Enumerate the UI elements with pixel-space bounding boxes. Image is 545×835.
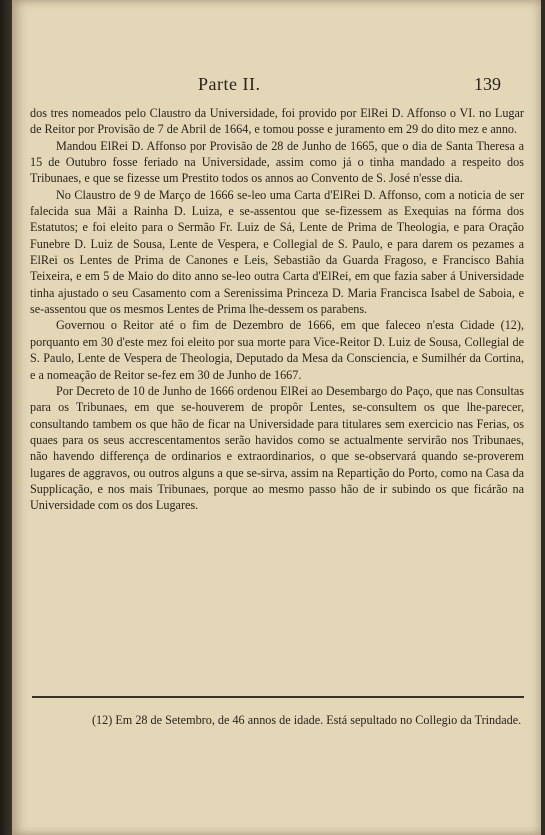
paragraph: Mandou ElRei D. Affonso por Provisão de 28 de Junho de 1665, que o dia de Santa Theresa a 15 de Outubro fosse feriado na Universidade, assim como já o tinha mandado a respeito dos Tribunaes, e que se fizesse um Prestito todos os annos ao Convento de S. José n'esse dia. [30,138,524,186]
paragraph: dos tres nomeados pelo Claustro da Universidade, foi provido por ElRei D. Affonso o VI. no Lugar de Reitor por Provisão de 7 de Abril de 1664, e tomou posse e juramento em 29 do dito mez e anno. [30,106,524,137]
paragraph: Governou o Reitor até o fim de Dezembro de 1666, em que faleceo n'esta Cidade (12), porquanto em 30 d'este mez foi eleito por sua morte para Vice-Reitor D. Luiz de Sousa, Collegial de S. Paulo, Lente de Vespera de Theologia, Deputado da Mesa da Consciencia, e Sumilhér da Cortina, e a nomeação de Reitor se-fez em 30 de Junho de 1667. [30,318,524,382]
page-gutter [0,0,12,835]
running-header [12,74,541,98]
page-number: 139 [474,74,501,94]
footnote [32,712,524,728]
paragraph: Por Decreto de 10 de Junho de 1666 ordenou ElRei ao Desembargo do Paço, que nas Consultas para os Tribunaes, em que se-houverem de propôr Lentes, se-consultem os que lhe-parecer, consultando tambem os que hão de ficar na Universidade para titulares sem exercicio nas Ferias, os quaes para os seus accrescentamentos serão havidos como se actualmente servirão nos Tribunaes, não havendo differença de ordinarios e extraordinarios, o que se-observará quando se-proverem lugares de aggravos, ou outros alguns a que se-sirva, assim na Repartição do Porto, como na Casa da Supplicação, e nos mais Tribunaes, porque ao mesmo passo hão de ir subindo os que ficárão na Universidade com os dos Lugares. [30,383,524,513]
footnote-text: (12) Em 28 de Setembro, de 46 annos de idade. Está sepultado no Collegio da Trindade. [92,713,522,727]
main-text [30,105,524,514]
page-title: Parte II. [198,74,261,94]
footnote-divider [32,696,524,698]
book-page [12,0,541,835]
paragraph: No Claustro de 9 de Março de 1666 se-leo uma Carta d'ElRei D. Affonso, com a noticia de ser falecida sua Mãi a Rainha D. Luiza, e se-assentou que se-fizessem as Exequias na fórma dos Estatutos; e foi eleito para o Sermão Fr. Luiz de Sá, Lente de Prima de Theologia, e para Oração Funebre D. Luiz de Sousa, Lente de Vespera, e Collegial de S. Paulo, e para darem os pezames a ElRei os Lentes de Prima de Canones e Leis, Sebastião da Guarda Fragoso, e Francisco Bahia Teixeira, e em 5 de Maio do dito anno se-leo outra Carta d'ElRei, em que fazia saber á Universidade tinha ajustado o seu Casamento com a Serenissima Princeza D. Maria Francisca Isabel de Saboia, e se-assentou que os mesmos Lentes de Prima lhe-dessem os parabens. [30,187,524,317]
